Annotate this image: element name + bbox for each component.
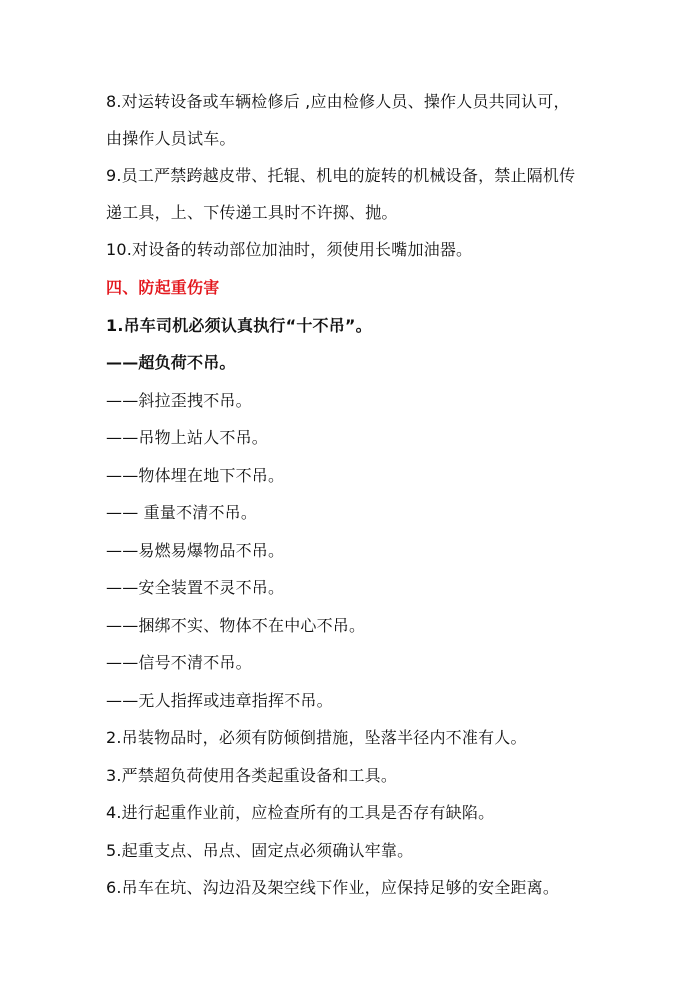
rule-2: 2.吊装物品时，必须有防倾倒措施，坠落半径内不准有人。 bbox=[106, 728, 527, 747]
rule-8-line-2: 由操作人员试车。 bbox=[106, 129, 236, 148]
rule-9-line-2: 递工具，上、下传递工具时不许掷、抛。 bbox=[106, 203, 398, 222]
section-heading-crane-safety: 四、防起重伤害 bbox=[106, 278, 220, 297]
rule-4: 4.进行起重作业前，应检查所有的工具是否存有缺陷。 bbox=[106, 803, 495, 822]
no-lift-item-5: —— 重量不清不吊。 bbox=[106, 503, 258, 522]
rule-8-line-1: 8.对运转设备或车辆检修后 ,应由检修人员、操作人员共同认可， bbox=[106, 92, 570, 111]
rule-6: 6.吊车在坑、沟边沿及架空线下作业，应保持足够的安全距离。 bbox=[106, 878, 560, 897]
rule-9-line-1: 9.员工严禁跨越皮带、托辊、机电的旋转的机械设备，禁止隔机传 bbox=[106, 166, 576, 185]
no-lift-item-7: ——安全装置不灵不吊。 bbox=[106, 578, 285, 597]
no-lift-item-2: ——斜拉歪拽不吊。 bbox=[106, 391, 252, 410]
no-lift-item-1: ——超负荷不吊。 bbox=[106, 353, 236, 372]
no-lift-item-9: ——信号不清不吊。 bbox=[106, 653, 252, 672]
rule-3: 3.严禁超负荷使用各类起重设备和工具。 bbox=[106, 766, 398, 785]
rule-10: 10.对设备的转动部位加油时，须使用长嘴加油器。 bbox=[106, 240, 473, 259]
no-lift-item-8: ——捆绑不实、物体不在中心不吊。 bbox=[106, 616, 366, 635]
rule-5: 5.起重支点、吊点、固定点必须确认牢靠。 bbox=[106, 841, 414, 860]
no-lift-item-3: ——吊物上站人不吊。 bbox=[106, 428, 269, 447]
rule-1-intro: 1.吊车司机必须认真执行“十不吊”。 bbox=[106, 316, 372, 335]
no-lift-item-4: ——物体埋在地下不吊。 bbox=[106, 466, 285, 485]
no-lift-item-10: ——无人指挥或违章指挥不吊。 bbox=[106, 691, 333, 710]
no-lift-item-6: ——易燃易爆物品不吊。 bbox=[106, 541, 285, 560]
